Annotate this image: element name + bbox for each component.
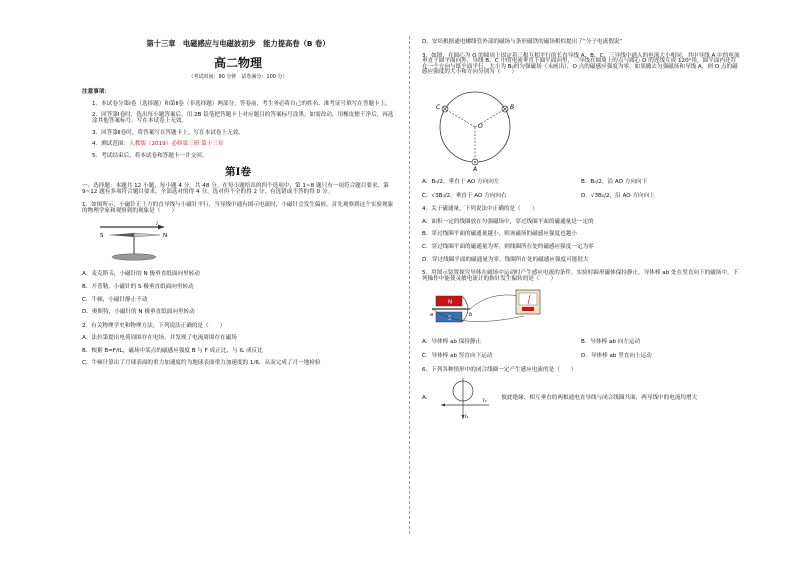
q5-options-row-2	[422, 354, 740, 360]
part1-intro: 一、选择题：本题共 12 小题，每小题 4 分，共 48 分。在每小题给出的四个选项中，第 1~8 题只有一项符合题目要求，第 9~12 题有多项符合题目要求。全部选对的得 4 分，选对但不全的得 2 分，有选错或不答的得 0 分。	[82, 182, 389, 195]
notice-label: 注意事项：	[82, 89, 110, 96]
q2-option-c: C．牛顿计算出了月球表面的重力加速度约为地球表面重力加速度的 1/6，从而完成了月一地检验	[82, 360, 321, 367]
notice-item: 3．回答第Ⅱ卷时，将答案写在答题卡上。写在本试卷上无效。	[92, 129, 244, 136]
q4-option-c: C．穿过线圈平面的磁通量为零，则线圈所在处的磁感应强度一定为零	[422, 243, 594, 250]
q4-option-d: D．穿过线圈平面的磁通量为零，线圈所在处的磁感应强度可能很大	[422, 256, 589, 263]
notice-item: 5．考试结束后，将本试卷和答题卡一并交回。	[92, 152, 208, 159]
magnet-galvanometer-svg	[430, 286, 560, 332]
q5-option-b: B．导体棒 ab 向左运动	[581, 339, 641, 346]
pole-s: S	[100, 233, 104, 240]
notice-item: 1．本试卷分第Ⅰ卷（选择题）和第Ⅱ卷（非选择题）两部分。答卷前，考生务必将自己的姓名、准考证号填写在答题卡上。	[92, 100, 391, 107]
q5-option-d: D．导体棒 ab 竖直向上运动	[581, 352, 652, 359]
q3-option-a: A．B₀/2，垂直于 AO 方向向左	[422, 178, 500, 185]
q2-option-d: D．安培根据通电螺线管外部的磁场与条形磁铁的磁场相似提出了“分子电流假说”	[422, 39, 623, 45]
q5-options-row-1	[422, 340, 740, 346]
q3-option-b: B．B₀/2，沿 AO 方向向下	[581, 178, 648, 185]
three-wire-circle-svg	[430, 82, 520, 172]
scope-range: 人教版（2019）必修第三册 第十三章	[129, 141, 224, 148]
q2-option-b: B．根据 B=F/IL，磁场中某点的磁感应强度 B 与 F 成正比，与 IL 成反比	[82, 347, 263, 354]
q6-option-a-label: A．	[422, 395, 432, 402]
q2-stem: 2．有关物理学史和物理方法，下列说法正确的是（ ）	[82, 322, 226, 329]
left-column	[82, 38, 394, 367]
q1-option-c: C．牛顿，小磁针静止不动	[82, 296, 148, 303]
section-title: 第Ⅰ卷	[225, 166, 251, 179]
q5-stem: 5．用图示装置探究导体在磁场中运动时产生感应电流的条件，实验时蹄形磁体保持静止，导体棒 ab 处在竖直向下的磁场中。下列操作中能使灵敏电流计的指针发生偏转的是（ ）	[422, 270, 739, 282]
q6-option-a-text: 彼此绝缘、相互垂直的两根通电直导线与闭合线圈共面，两导线中的电流均增大	[501, 395, 698, 402]
q4-stem: 4．关于磁通量，下列说法中正确的是（ ）	[422, 206, 538, 213]
notice-item-scope	[82, 142, 394, 148]
current-label: I	[156, 221, 158, 228]
q3-option-d: D．√3B₀/2，沿 AO 方向向上	[581, 192, 655, 199]
q1-stem: 1．如图所示，小磁针正上方的直导线与小磁针平行，当导线中通有图示电流时，小磁针会发生偏转。首先观察到这个实验现象的物理学家和观察到的现象是（ ）	[82, 202, 394, 214]
q3-options-row-1	[422, 180, 740, 186]
column-divider	[409, 36, 410, 534]
subject-title: 高二物理	[213, 56, 262, 71]
q5-option-a: A．导体棒 ab 保持静止	[422, 339, 482, 346]
rod-end-b-label: b	[469, 312, 473, 319]
notice-item: 2．回答第Ⅰ卷时，选出每小题答案后，用 2B 铅笔把答题卡上对应题目的答案标号涂黑。如需改动，用橡皮擦干净后，再选涂其他答案标号。写在本试卷上无效。	[92, 112, 394, 125]
wire-c-label: C	[436, 103, 441, 111]
scope-prefix: 4．测试范围：	[92, 141, 130, 148]
pole-n: N	[163, 233, 168, 240]
current-i2-label: I₂	[483, 398, 487, 405]
q2-option-a: A．法拉第提出电荷周围存在电场，并发现了电流周围存在磁场	[82, 335, 237, 342]
pole-n-label: N	[448, 299, 453, 306]
pole-s-label: S	[448, 315, 452, 322]
exam-title: 第十三章 电磁感应与电磁波初步 能力提高卷（B 卷）	[146, 39, 330, 48]
q5-figure-row	[422, 286, 740, 332]
q1-option-a: A．麦克斯韦，小磁针的 N 极垂直纸面向里转动	[82, 271, 200, 278]
q6-option-a-row	[422, 377, 740, 421]
wire-b-label: B	[510, 103, 515, 111]
wire-a-label: A	[473, 165, 478, 172]
right-column	[422, 38, 740, 421]
q3-stem: 3．如图，在圆心为 O 的圆周上固定着三根互相平行的长直导线 A、B、C，三导线中通入的电流大小相同，其中导线 A 中的电流垂直于圆平面向外，导线 B、C 中的电流垂直于圆平面向里，三导线在圆周上的点与圆心 O 的连线互成 120°角，圆平面内还存在一个方向与纸平面平行、大小为 B₀的匀强磁场（未画出），O 点的磁感应强度为零，如果撤去匀强磁场和导线 A，则 O 点的磁感应强度的大小和方向分别为（ ）	[422, 52, 740, 76]
q5-option-c: C．导体棒 ab 竖直向下运动	[422, 352, 493, 359]
center-o-label: O	[478, 122, 483, 130]
q4-option-a: A．面积一定的线圈放在匀强磁场中，穿过线圈平面的磁通量是一定的	[422, 218, 594, 225]
q3-option-c: C．√3B₀/2，垂直于 AO 方向向右	[422, 192, 507, 199]
q4-option-b: B．穿过线圈平面的磁通量越小，则该磁场的磁感应强度也越小	[422, 231, 577, 238]
crossed-wires-svg	[437, 377, 497, 421]
exam-meta: （考试时间：90 分钟 试卷满分：100 分）	[188, 74, 288, 81]
q1-option-b: B．开普勒，小磁针的 S 极垂直纸面向里转动	[82, 283, 194, 290]
q6-stem: 6．下列各种情形中的闭合线圈一定产生感应电流的是（ ）	[422, 366, 577, 373]
q1-option-d: D．奥斯特，小磁针的 N 极垂直纸面向里转动	[82, 309, 195, 316]
current-i1-label: I₁	[465, 414, 469, 421]
q3-options-row-2	[422, 194, 740, 200]
rod-end-a-label: a	[430, 312, 434, 319]
compass-figure-svg	[94, 221, 204, 265]
three-wire-circle-figure	[430, 82, 520, 172]
compass-figure	[94, 221, 204, 265]
